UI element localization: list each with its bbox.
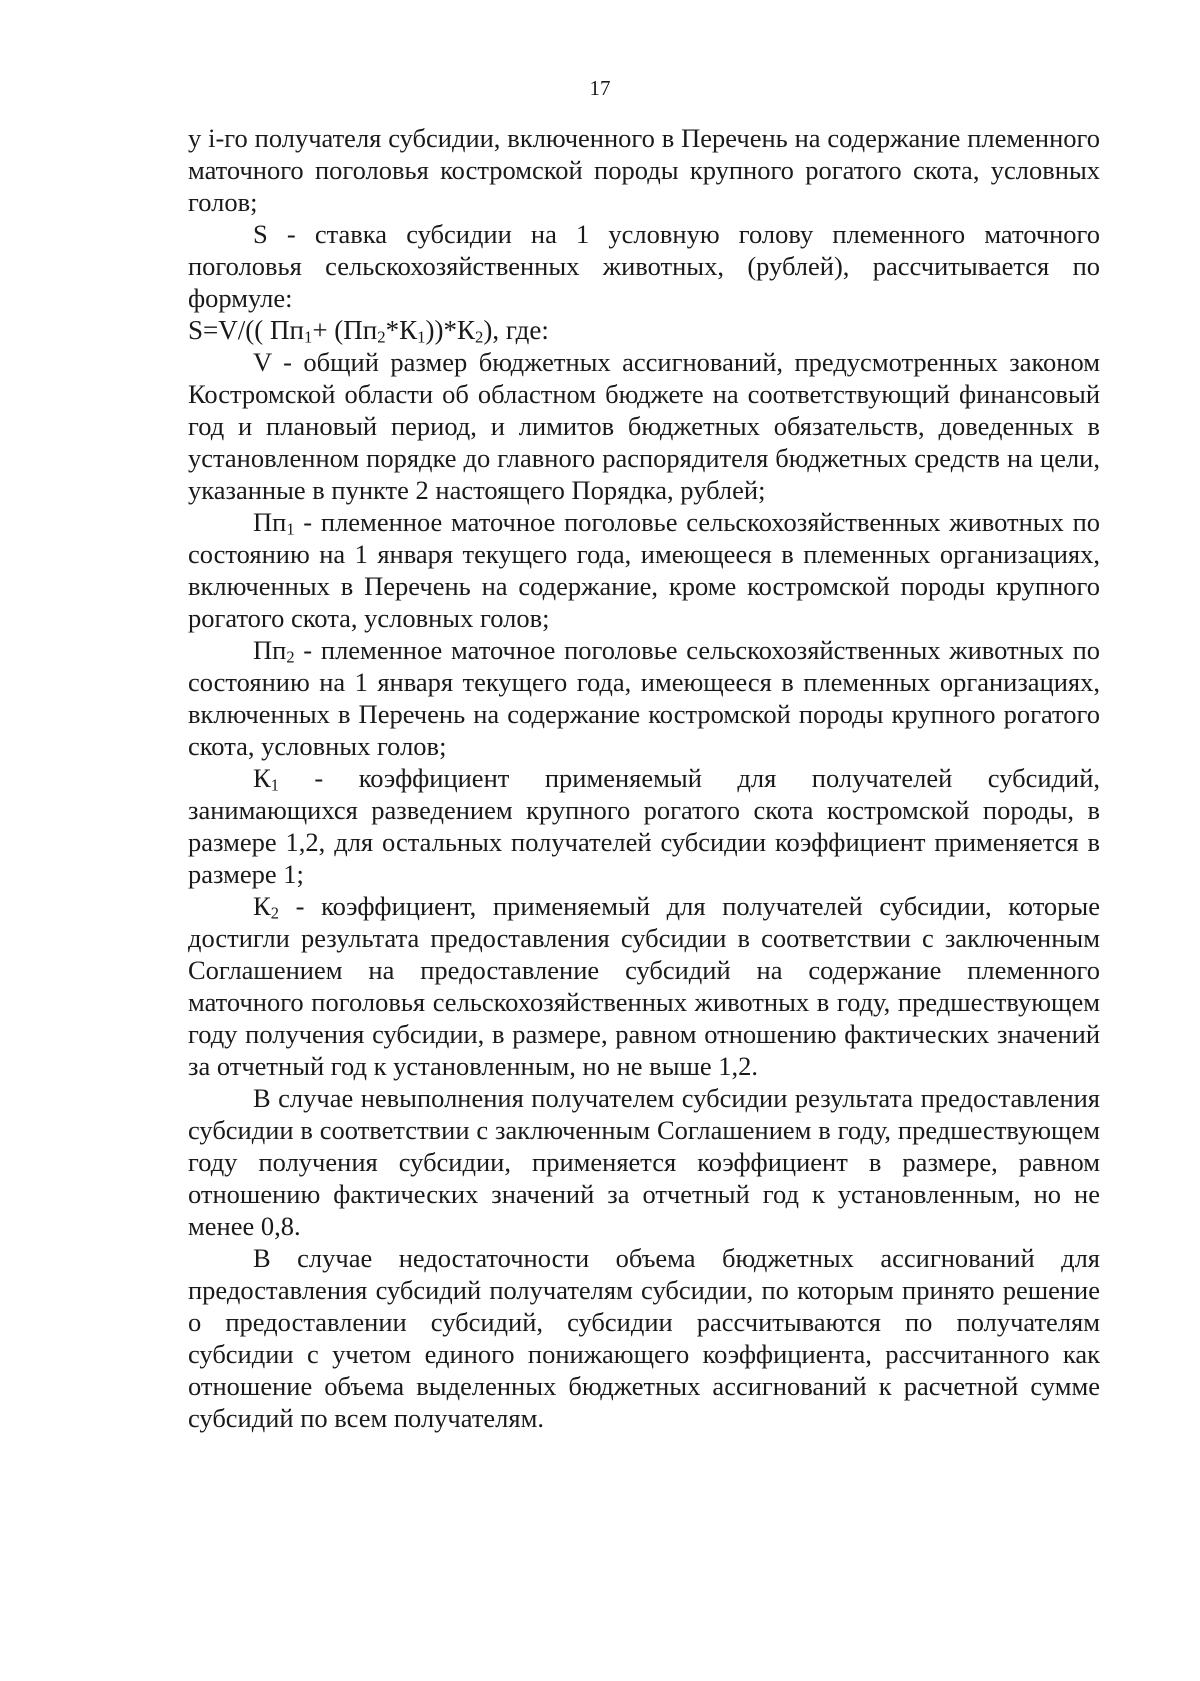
paragraph-budget-shortage: В случае недостаточности объема бюджетных ассигнований для предоставления субсидий получателям субсидии, по которым принято решение о предоставлении субсидий, субсидии рассчитываются по получателям субсидии с учетом единого понижающего коэффициента, рассчитанного как отношение объема выделенных бюджетных ассигнований к расчетной сумме субсидий по всем получателям.	[188, 1243, 1100, 1433]
subsidy-formula	[188, 314, 1100, 346]
paragraph-pp1-definition	[188, 506, 1100, 634]
k1-definition-text: - коэффициент применяемый для получателей субсидий, занимающихся разведением крупного рогатого скота костромской породы, в размере 1,2, для остальных получателей субсидии коэффициент применяется в размере 1;	[188, 763, 1100, 889]
formula-part-3: *	[385, 315, 400, 345]
formula-part-2: + (	[312, 315, 344, 345]
formula-pp-symbol: Пп	[343, 315, 378, 345]
pp-symbol: Пп	[253, 507, 287, 537]
formula-part-1: S=V/((	[188, 315, 270, 345]
document-body	[188, 122, 1100, 1434]
formula-subscript: 2	[475, 327, 484, 347]
paragraph-rate-definition: S - ставка субсидии на 1 условную голову племенного маточного поголовья сельскохозяйственных животных, (рублей), рассчитывается по формуле:	[188, 219, 1100, 313]
paragraph-k1-definition	[188, 762, 1100, 890]
k-symbol: К	[253, 891, 271, 921]
pp2-definition-text: - племенное маточное поголовье сельскохозяйственных животных по состоянию на 1 января текущего года, имеющееся в племенных организациях, включенных в Перечень на содержание костромской породы крупного рогатого скота, условных голов;	[188, 635, 1100, 761]
subscript: 1	[286, 519, 295, 539]
paragraph-k2-definition	[188, 890, 1100, 1082]
formula-part-4: ))*	[425, 315, 457, 345]
subscript: 2	[286, 647, 295, 667]
pp1-definition-text: - племенное маточное поголовье сельскохозяйственных животных по состоянию на 1 января текущего года, имеющееся в племенных организациях, включенных в Перечень на содержание, кроме костромской породы крупного рогатого скота, условных голов;	[188, 507, 1100, 633]
formula-part-5: ), где:	[483, 315, 549, 345]
formula-k-symbol: К	[399, 315, 418, 345]
page-number: 17	[589, 76, 611, 100]
pp-symbol: Пп	[253, 635, 287, 665]
formula-pp-symbol: Пп	[269, 315, 304, 345]
k2-definition-text: - коэффициент, применяемый для получателей субсидии, которые достигли результата предоставления субсидии в соответствии с заключенным Соглашением на предоставление субсидий на содержание племенного маточного поголовья сельскохозяйственных животных в году, предшествующем году получения субсидии, в размере, равном отношению фактических значений за отчетный год к установленным, но не выше 1,2.	[188, 891, 1100, 1081]
paragraph-non-fulfillment: В случае невыполнения получателем субсидии результата предоставления субсидии в соответствии с заключенным Соглашением в году, предшествующем году получения субсидии, применяется коэффициент в размере, равном отношению фактических значений за отчетный год к установленным, но не менее 0,8.	[188, 1083, 1100, 1241]
formula-subscript: 1	[303, 327, 313, 347]
subscript: 2	[270, 903, 279, 923]
paragraph-v-definition: V - общий размер бюджетных ассигнований, предусмотренных законом Костромской области об областном бюджете на соответствующий финансовый год и плановый период, и лимитов бюджетных обязательств, доведенных в установленном порядке до главного распорядителя бюджетных средств на цели, указанные в пункте 2 настоящего Порядка, рублей;	[188, 347, 1100, 505]
paragraph-pp2-definition	[188, 634, 1100, 762]
formula-subscript: 2	[377, 327, 386, 347]
k-symbol: К	[253, 763, 271, 793]
formula-subscript: 1	[417, 327, 426, 347]
paragraph-recipient-continuation: у i-го получателя субсидии, включенного в Перечень на содержание племенного маточного поголовья костромской породы крупного рогатого скота, условных голов;	[188, 123, 1100, 217]
subscript: 1	[270, 775, 279, 795]
formula-k-symbol: К	[456, 315, 475, 345]
